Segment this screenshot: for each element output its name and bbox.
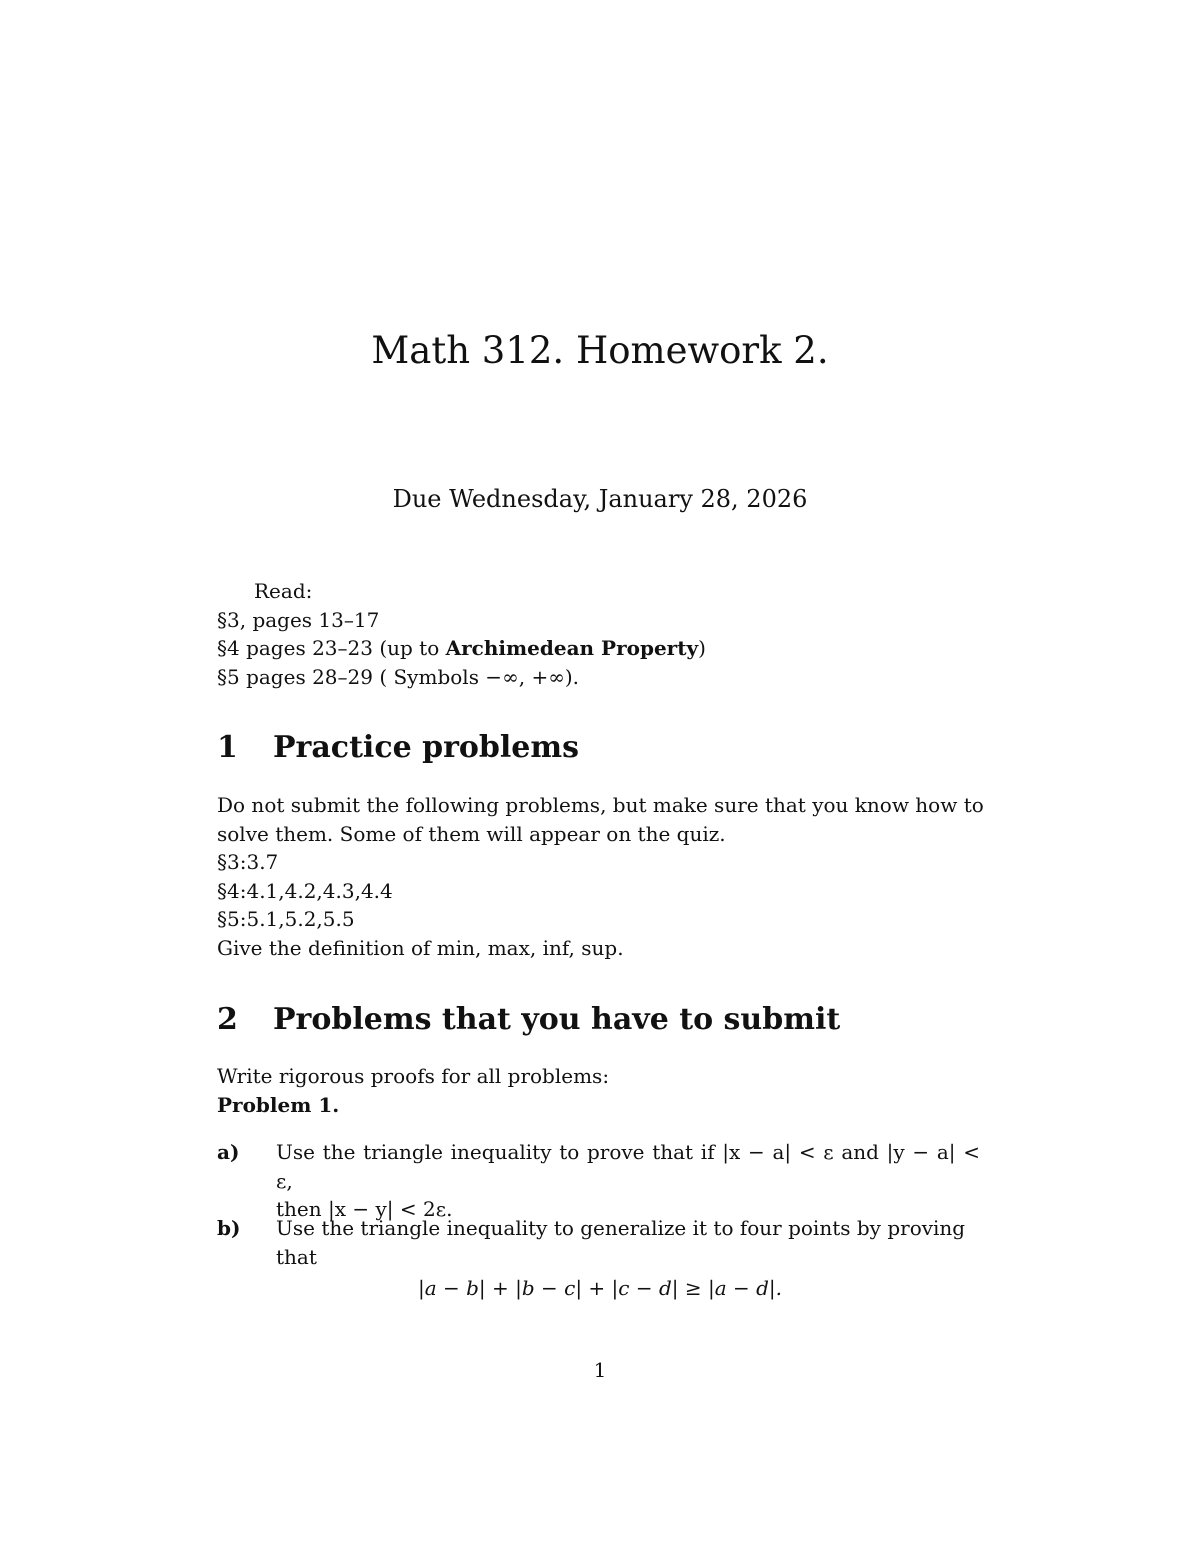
reading-line-2 <box>217 634 997 663</box>
section-1-number: 1 <box>217 730 238 765</box>
display-equation: |a − b| + |b − c| + |c − d| ≥ |a − d|. <box>417 1276 783 1300</box>
section-1-definition-line: Give the definition of min, max, inf, sup. <box>217 935 624 960</box>
reading-line-2-pre: §4 pages 23–23 (up to <box>217 636 446 660</box>
problem-item-a-line-1: Use the triangle inequality to prove that if |x − a| < ε and |y − a| < ε, <box>276 1140 980 1193</box>
reading-line-1: §3, pages 13–17 <box>217 607 380 632</box>
section-2-body <box>217 1062 987 1119</box>
problem-item-a-label: a) <box>217 1140 240 1164</box>
section-2-heading <box>217 1000 840 1040</box>
reading-assignment <box>217 577 997 691</box>
section-1-body <box>217 791 987 962</box>
page-number: 1 <box>593 1358 607 1382</box>
reading-line-3: §5 pages 28–29 ( Symbols −∞, +∞). <box>217 664 580 689</box>
page-title: Math 312. Homework 2. <box>371 329 829 372</box>
section-2-title: Problems that you have to submit <box>273 1002 841 1037</box>
section-1-title: Practice problems <box>273 730 580 765</box>
problem-item-b-line-2: that <box>276 1244 317 1269</box>
section-1-line-1: §3:3.7 <box>217 850 279 874</box>
problem-item-b-text <box>276 1214 980 1271</box>
section-2-number: 2 <box>217 1002 238 1037</box>
problem-item-a-line-2: then |x − y| < 2ε. <box>276 1197 453 1221</box>
reading-intro: Read: <box>254 579 313 603</box>
reading-line-2-bold: Archimedean Property <box>445 636 699 660</box>
problem-item-b-line-1: Use the triangle inequality to generalize it to four points by proving <box>276 1216 966 1240</box>
section-2-intro: Write rigorous proofs for all problems: <box>217 1064 610 1088</box>
problem-1-label: Problem 1. <box>217 1092 340 1117</box>
reading-line-2-post: ) <box>698 636 706 660</box>
section-1-heading <box>217 728 579 768</box>
problem-item-b-label: b) <box>217 1216 241 1240</box>
section-1-paragraph: Do not submit the following problems, but make sure that you know how to solve them. Some of them will appear on the quiz. <box>217 793 984 846</box>
section-1-line-2: §4:4.1,4.2,4.3,4.4 <box>217 878 393 903</box>
section-1-line-3: §5:5.1,5.2,5.5 <box>217 907 355 931</box>
problem-item-a-text <box>276 1138 980 1224</box>
due-date: Due Wednesday, January 28, 2026 <box>392 485 808 513</box>
